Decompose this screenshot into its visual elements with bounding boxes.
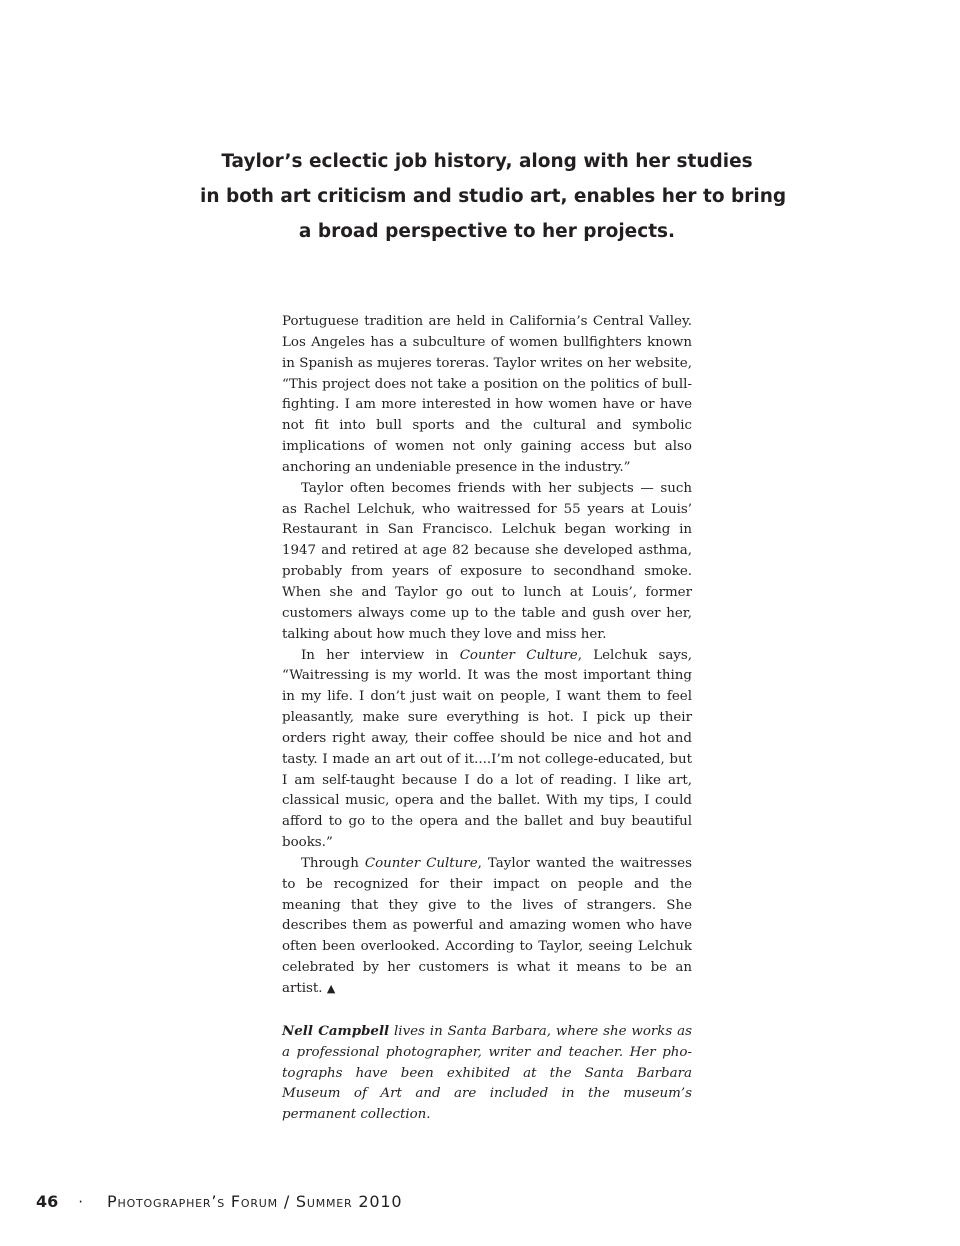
- article-paragraph: Taylor often becomes friends with her subjects — such as Rachel Lelchuk, who waitressed for 55 years at Louis’ Restaurant in San Francisco. Lelchuk began working in 1947 and retired at age 82 because she developed asthma, probably from years of exposure to secondhand smoke. When she and Taylor go out to lunch at Louis’, former customers always come up to the table and gush over her, talking about how much they love and miss her.: [282, 480, 692, 642]
- article-paragraph: [282, 646, 692, 854]
- article-body: [282, 312, 692, 1126]
- footer-separator: ·: [78, 1193, 84, 1211]
- author-name: Nell Campbell: [282, 1022, 390, 1039]
- pull-quote-line: a broad perspective to her projects.: [298, 221, 676, 242]
- page-number: 46: [36, 1192, 59, 1211]
- pull-quote-line: Taylor’s eclectic job history, along with her studies: [221, 151, 753, 172]
- author-bio-text: lives in Santa Barbara, where she works as a professional photographer, writer and teacher. Her photographs have been exhibited at the Santa Barbara Museum of Art and are included in the museum’s permanent collection.: [282, 1023, 692, 1123]
- paragraph-text: , Taylor wanted the waitresses to be recognized for their impact on people and the meaning that they give to the lives of strangers. She describes them as powerful and amazing women who have often been overlooked. According to Taylor, seeing Lelchuk celebrated by her customers is what it means to be an artist.: [282, 855, 692, 996]
- pull-quote-line: in both art criticism and studio art, enables her to bring: [200, 186, 787, 207]
- end-of-article-mark: ▲: [326, 982, 336, 995]
- paragraph-text: , Lelchuk says, “Waitressing is my world. It was the most important thing in my life. I don’t just wait on people, I want them to feel pleasantly, make sure everything is hot. I pick up their orders right away, their coffee should be nice and hot and tasty. I made an art out of it....I’m not college-educated, but I am self-taught because I do a lot of reading. I like art, classical music, opera and the ballet. With my tips, I could afford to go to the opera and the ballet and buy beautiful books.”: [282, 647, 692, 851]
- article-paragraph: [282, 854, 692, 1000]
- article-paragraph: Portuguese tradition are held in California’s Central Valley. Los Angeles has a subculture of women bullfighters known in Spanish as mujeres toreras. Taylor writes on her website, “This project does not take a position on the politics of bullfighting. I am more interested in how women have or have not fit into bull sports and the cultural and symbolic implications of women not only gaining access but also anchoring an undeniable presence in the industry.”: [282, 314, 692, 475]
- work-title: Counter Culture: [459, 647, 578, 663]
- author-bio: [282, 1021, 692, 1126]
- paragraph-text: Through: [301, 855, 359, 871]
- pull-quote: [200, 144, 787, 249]
- page-footer: [36, 1192, 402, 1211]
- work-title: Counter Culture: [364, 855, 478, 871]
- paragraph-text: In her interview in: [301, 647, 449, 663]
- publication-name: Photographer’s Forum / Summer 2010: [107, 1192, 403, 1211]
